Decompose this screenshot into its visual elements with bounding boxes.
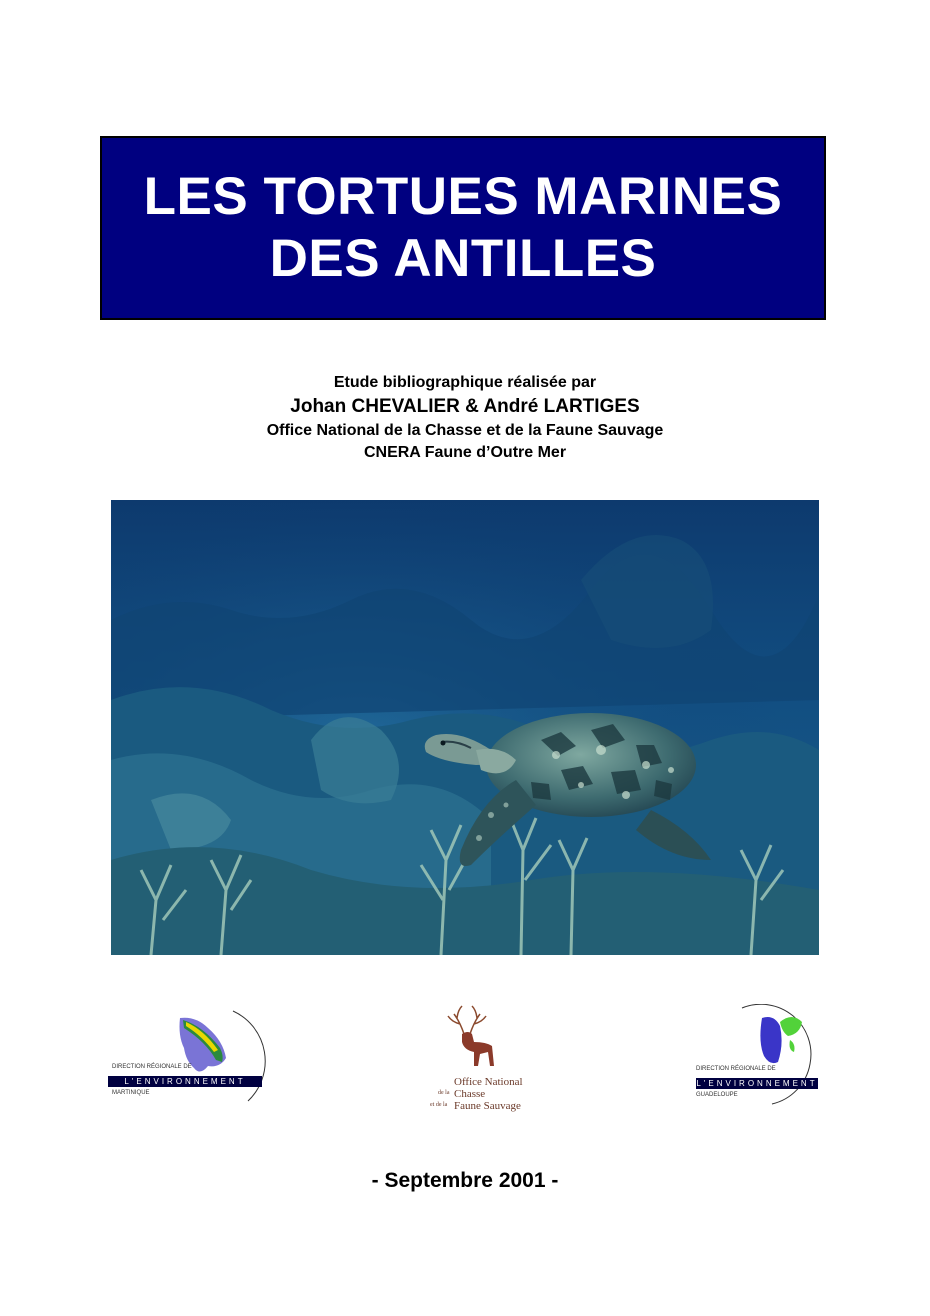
diren-right-band: L'ENVIRONNEMENT [696,1079,818,1088]
oncfs-logo [420,1004,540,1116]
oncfs-line2-small: de la [438,1090,450,1096]
title-line-1: LES TORTUES MARINES [143,167,783,226]
publication-date: - Septembre 2001 - [371,1169,559,1192]
oncfs-line3: Faune Sauvage [454,1100,521,1112]
oncfs-line2: Chasse [454,1088,486,1100]
title-line-2: DES ANTILLES [269,229,657,288]
diren-left-top-text: DIRECTION RÉGIONALE DE [112,1064,192,1070]
diren-guadeloupe-logo [692,1004,822,1108]
credits-authors: Johan CHEVALIER & André LARTIGES [290,396,640,417]
martinique-map-icon [108,1006,268,1116]
oncfs-line1: Office National [454,1076,523,1088]
cover-photo [111,500,819,955]
diren-left-bottom-text: MARTINIQUE [112,1090,150,1096]
credits-intro: Etude bibliographique réalisée par [333,374,597,391]
diren-right-bottom-text: GUADELOUPE [696,1092,738,1098]
title-banner [100,136,826,320]
oncfs-line3-small: et de la [430,1102,448,1108]
deer-icon [440,1004,500,1074]
sea-turtle-illustration [111,500,819,955]
credits-block [0,372,930,464]
diren-left-band: L'ENVIRONNEMENT [108,1076,262,1087]
credits-unit: CNERA Faune d’Outre Mer [363,444,567,461]
credits-organization: Office National de la Chasse et de la Faune Sauvage [266,422,664,439]
diren-martinique-logo [108,1006,268,1116]
diren-right-top-text: DIRECTION RÉGIONALE DE [696,1066,776,1072]
